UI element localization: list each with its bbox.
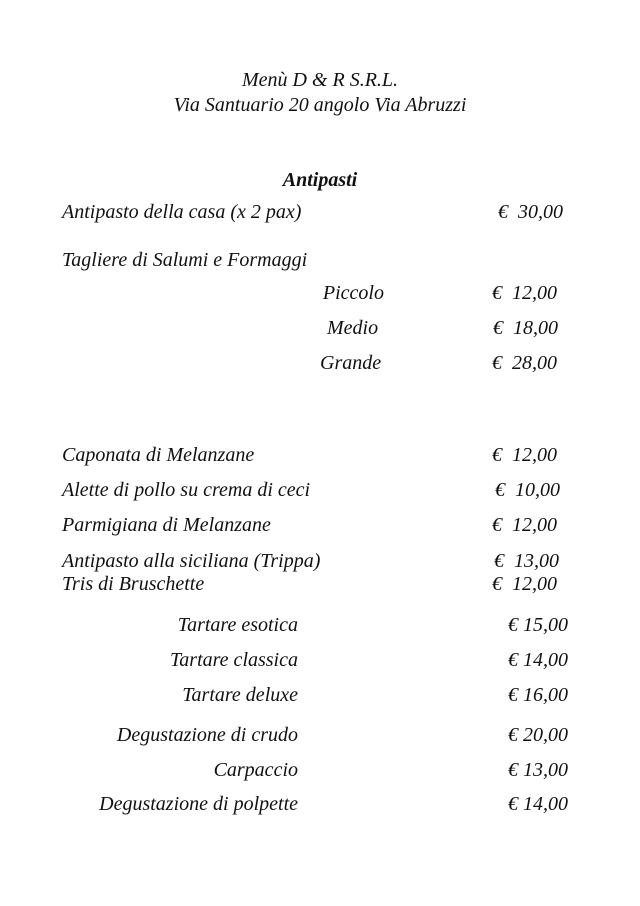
item-price: € 13,00 [508,759,568,781]
item-name: Tagliere di Salumi e Formaggi [62,249,308,271]
item-price: € 16,00 [508,684,568,706]
item-name: Tartare deluxe [182,684,298,706]
menu-title: Menù D & R S.R.L. [241,69,399,91]
item-name: Tartare classica [170,649,298,671]
item-name: Antipasto alla siciliana (Trippa) [62,550,321,572]
item-price: € 14,00 [508,649,568,671]
restaurant-address: Via Santuario 20 angolo Via Abruzzi [173,94,467,116]
item-name: Parmigiana di Melanzane [62,514,271,536]
item-name: Alette di pollo su crema di ceci [62,479,311,501]
item-name: Tartare esotica [177,614,298,636]
item-price: € 12,00 [492,444,557,466]
item-name: Antipasto della casa (x 2 pax) [62,201,302,223]
item-price: € 15,00 [508,614,568,636]
item-price: € 28,00 [492,352,557,374]
item-size: Piccolo [322,282,384,304]
item-price: € 18,00 [493,317,558,339]
section-title: Antipasti [282,169,358,191]
item-size: Medio [327,317,379,339]
item-price: € 20,00 [508,724,568,746]
item-name: Caponata di Melanzane [62,444,255,466]
item-size: Grande [320,352,382,374]
item-name: Degustazione di polpette [99,793,298,815]
item-name: Carpaccio [213,759,298,781]
item-price: € 30,00 [498,201,563,223]
item-price: € 12,00 [492,282,557,304]
item-price: € 14,00 [508,793,568,815]
item-price: € 13,00 [494,550,559,572]
item-price: € 10,00 [495,479,560,501]
item-price: € 12,00 [492,514,557,536]
item-price: € 12,00 [492,573,557,595]
item-name: Tris di Bruschette [62,573,205,595]
item-name: Degustazione di crudo [116,724,298,746]
